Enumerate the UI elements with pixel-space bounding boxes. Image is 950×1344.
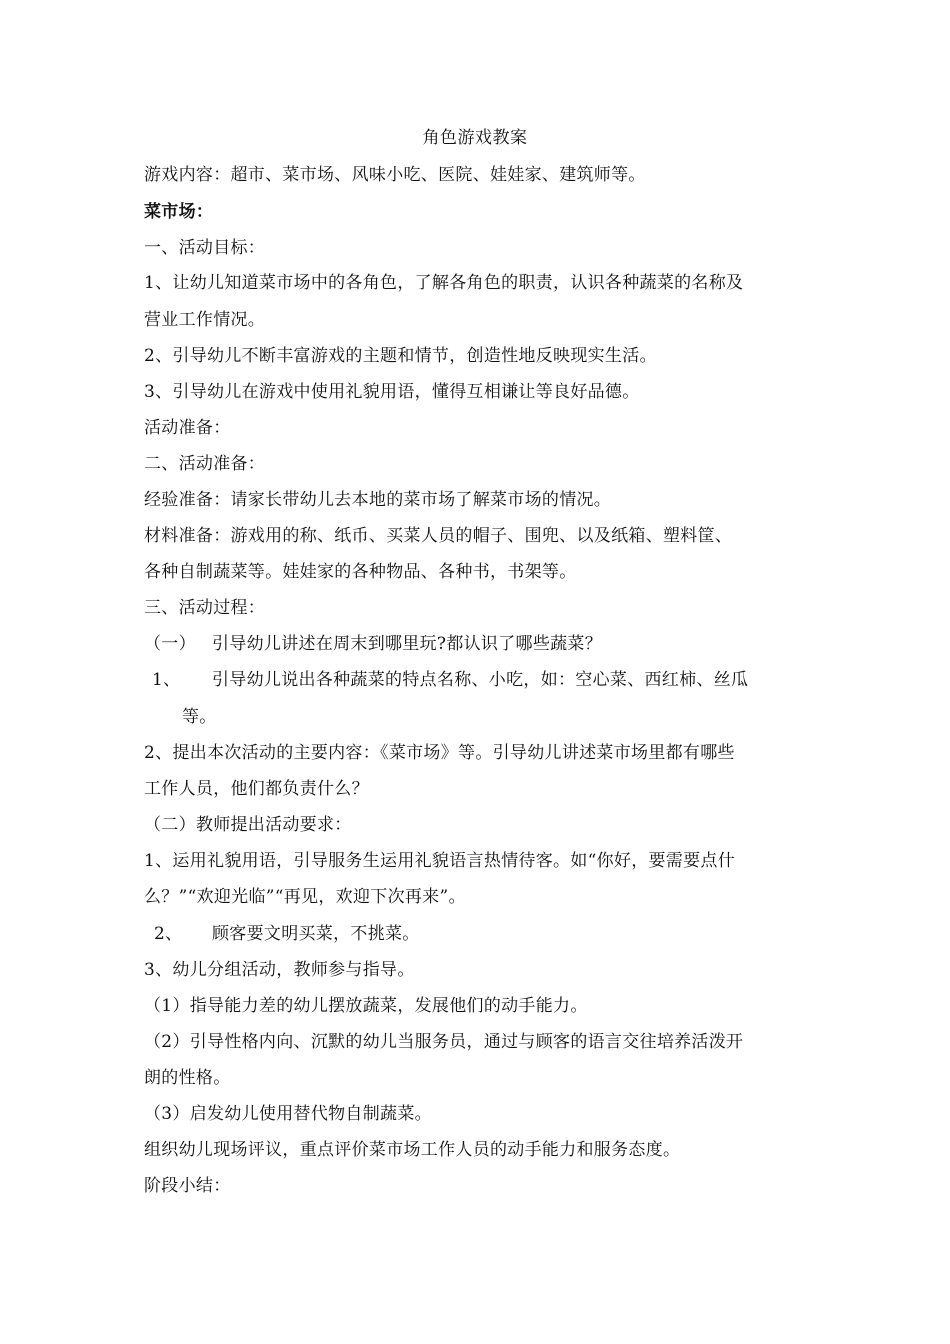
- guide-2-line-1: （2）引导性格内向、沉默的幼儿当服务员，通过与顾客的语言交往培养活泼开: [144, 1032, 744, 1052]
- step-a-number: （一）: [144, 634, 196, 654]
- step-a2-line-1: 2、提出本次活动的主要内容：《菜市场》等。引导幼儿讲述菜市场里都有哪些: [144, 743, 735, 763]
- requirement-1-line-1: 1、运用礼貌用语，引导服务生运用礼貌语言热情待客。如“你好，要需要点什: [144, 851, 736, 871]
- summary-label: 阶段小结：: [144, 1176, 231, 1196]
- requirement-1-line-2: 么？”“欢迎光临”“再见，欢迎下次再来”。: [144, 887, 466, 907]
- page-title: 角色游戏教案: [422, 128, 528, 148]
- step-a1: [152, 668, 748, 692]
- section-heading: 菜市场：: [144, 202, 214, 222]
- requirement-2-number: 2、: [154, 924, 183, 944]
- goal-1-line-1: 1、让幼儿知道菜市场中的各角色，了解各角色的职责，认识各种蔬菜的名称及: [144, 273, 744, 293]
- guide-2-line-2: 朗的性格。: [144, 1068, 231, 1088]
- requirement-2-text: 顾客要文明买菜，不挑菜。: [212, 924, 420, 944]
- step-a2-line-2: 工作人员，他们都负责什么？: [144, 779, 369, 799]
- step-b: （二）教师提出活动要求：: [144, 815, 352, 835]
- game-content-line: 游戏内容：超市、菜市场、风味小吃、医院、娃娃家、建筑师等。: [144, 165, 646, 185]
- material-prep-line-2: 各种自制蔬菜等。娃娃家的各种物品、各种书，书架等。: [144, 562, 577, 582]
- guide-3: （3）启发幼儿使用替代物自制蔬菜。: [144, 1104, 432, 1124]
- prep-heading: 二、活动准备：: [144, 454, 266, 474]
- goal-3: 3、引导幼儿在游戏中使用礼貌用语，懂得互相谦让等良好品德。: [144, 382, 640, 402]
- requirement-3: 3、幼儿分组活动，教师参与指导。: [144, 960, 415, 980]
- requirement-2: [154, 922, 420, 946]
- guide-1: （1）指导能力差的幼儿摆放蔬菜，发展他们的动手能力。: [144, 996, 588, 1016]
- material-prep-line-1: 材料准备：游戏用的称、纸币、买菜人员的帽子、围兜、以及纸箱、塑料筐、: [144, 526, 733, 546]
- goal-2: 2、引导幼儿不断丰富游戏的主题和情节，创造性地反映现实生活。: [144, 346, 657, 366]
- prep-label: 活动准备：: [144, 418, 231, 438]
- step-a1-line-1: 引导幼儿说出各种蔬菜的特点名称、小吃，如：空心菜、西红柿、丝瓜: [212, 670, 749, 690]
- goals-heading: 一、活动目标：: [144, 238, 266, 258]
- step-a-text: 引导幼儿讲述在周末到哪里玩?都认识了哪些蔬菜？: [212, 634, 603, 654]
- step-a1-number: 1、: [152, 670, 181, 690]
- goal-1-line-2: 营业工作情况。: [144, 310, 266, 330]
- step-a1-line-2: 等。: [182, 707, 217, 727]
- process-heading: 三、活动过程：: [144, 598, 266, 618]
- evaluation-line: 组织幼儿现场评议，重点评价菜市场工作人员的动手能力和服务态度。: [144, 1140, 681, 1160]
- step-a: [144, 632, 602, 656]
- experience-prep: 经验准备：请家长带幼儿去本地的菜市场了解菜市场的情况。: [144, 490, 612, 510]
